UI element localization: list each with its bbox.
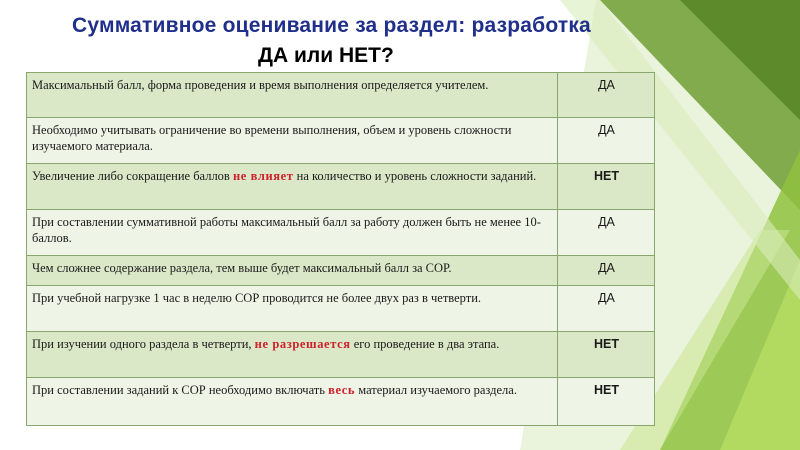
table-row [27,73,655,118]
table-row [27,210,655,256]
answer-cell: НЕТ [558,378,655,426]
answer-cell: ДА [558,286,655,332]
answer-cell: НЕТ [558,332,655,378]
table-row [27,378,655,426]
statement-cell: При составлении суммативной работы максимальный балл за работу должен быть не менее 10-баллов. [27,210,558,256]
table-row [27,286,655,332]
answer-cell: НЕТ [558,164,655,210]
highlight-text: не влияет [232,169,294,183]
table-row [27,332,655,378]
table-row [27,164,655,210]
statement-cell: Максимальный балл, форма проведения и время выполнения определяется учителем. [27,73,558,118]
highlight-text: не разрешается [254,337,351,351]
statement-cell: Чем сложнее содержание раздела, тем выше будет максимальный балл за СОР. [27,256,558,286]
title-line-2: ДА или НЕТ? [258,44,394,67]
answer-cell: ДА [558,210,655,256]
statement-cell: Необходимо учитывать ограничение во времени выполнения, объем и уровень сложности изучаемого материала. [27,118,558,164]
table-row [27,256,655,286]
table-row [27,118,655,164]
statement-cell: Увеличение либо сокращение баллов не влияет на количество и уровень сложности заданий. [27,164,558,210]
statement-cell: При составлении заданий к СОР необходимо включать весь материал изучаемого раздела. [27,378,558,426]
answer-cell: ДА [558,118,655,164]
statement-cell: При учебной нагрузке 1 час в неделю СОР проводится не более двух раз в четверти. [27,286,558,332]
statements-table [26,72,655,426]
title-line-1: Суммативное оценивание за раздел: разработка [72,14,591,37]
highlight-text: весь [328,383,356,397]
answer-cell: ДА [558,73,655,118]
answer-cell: ДА [558,256,655,286]
statement-cell: При изучении одного раздела в четверти, не разрешается его проведение в два этапа. [27,332,558,378]
